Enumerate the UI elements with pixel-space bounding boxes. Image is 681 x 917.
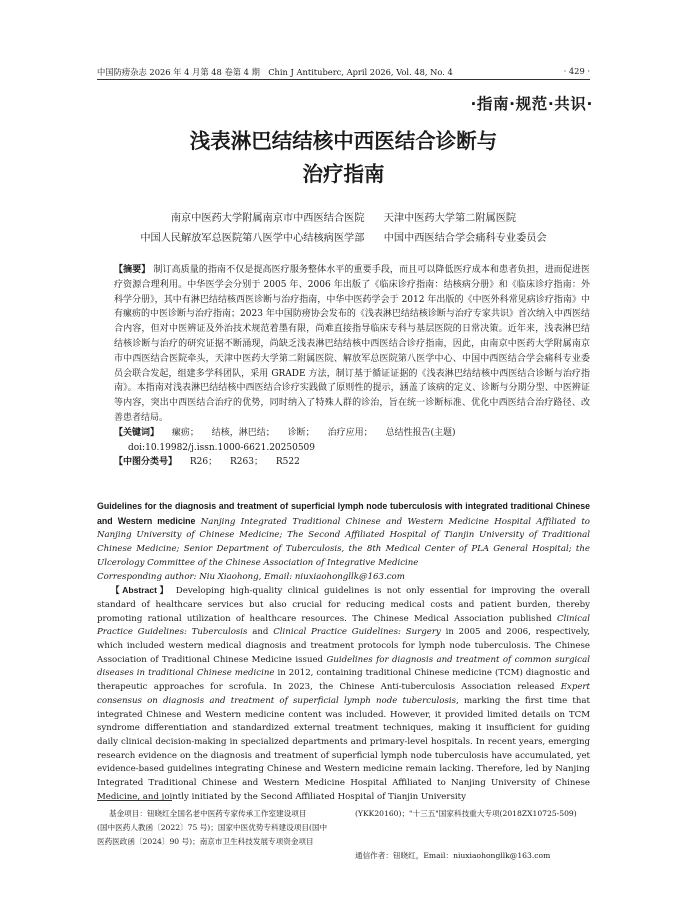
keyword: 总结性报告(主题) (385, 427, 456, 438)
abstract-text: in 2012, containing traditional Chinese medicine (TCM) diagnostic and therapeutic approaches for scrofula. In 2023, the Chinese Anti-tuberculosis Association released (97, 668, 590, 693)
footnote-funding (97, 807, 342, 849)
abstract-italic: Clinical Practice Guidelines: Surgery (273, 627, 441, 638)
clc-item: R26； (189, 457, 218, 468)
chinese-abstract (114, 263, 590, 426)
keyword: 诊断； (287, 427, 315, 438)
keywords-label: 【关键词】 (114, 427, 160, 438)
keyword: 结核，淋巴结； (211, 427, 275, 438)
keyword: 治疗应用； (327, 427, 373, 438)
section-tag: ·指南·规范·共识· (470, 95, 593, 113)
abstract-text: and (247, 627, 274, 638)
header-rule (97, 79, 590, 80)
abstract-text: , marking the first time that integrated Chinese and Western medicine content was included. However, it provided limited details on TCM syndrome differentiation and standardized external treatment techniques, making it insufficient for guiding daily clinical decision-making in specialized departments and primary-level hospitals. In recent years, emerging research evidence on the diagnosis and treatment of superficial lymph node tuberculosis have accumulated, yet evidence-based guidelines integrating Chinese and Western medicine remain lacking. Therefore, led by Nanjing Integrated Traditional Chinese and Western Medicine Hospital Affiliated to Nanjing University of Chinese Medicine, and jointly initiated by the Second Affiliated Hospital of Tianjin University (97, 695, 590, 802)
doi: doi:10.19982/j.issn.1000-6621.20250509 (128, 442, 316, 453)
footnote-line: 医药医政函〔2024〕90 号)；南京市卫生科技发展专项资金项目 (97, 837, 314, 846)
keywords (114, 426, 590, 441)
clc-item: R522 (275, 457, 300, 468)
abstract-italic: Clinical Practice Guidelines: Tuberculosis (97, 613, 590, 638)
clc-item: R263； (230, 457, 263, 468)
article-title-line1: 浅表淋巴结结核中西医结合诊断与 (189, 129, 498, 153)
affiliation: 中国中西医结合学会痛科专业委员会 (383, 233, 547, 244)
chinese-abstract-block (114, 263, 590, 470)
journal-citation: 中国防痨杂志 2026 年 4 月第 48 卷第 4 期 Chin J Antituberc, April 2026, Vol. 48, No. 4 (97, 67, 453, 77)
abstract-text: in 2005 and 2006, respectively, which included western medical diagnosis and treatment protocols for lymph node tuberculosis. The Chinese Association of Traditional Chinese Medicine issued (97, 627, 590, 665)
corresponding-contact: 通信作者：钮晓红，Email：niuxiaohongllk@163.com (355, 851, 551, 860)
article-title-line2: 治疗指南 (302, 162, 385, 186)
footnote-rule (97, 800, 172, 801)
page-number: · 429 · (563, 66, 590, 76)
footnote-funding-cont (355, 807, 595, 821)
abstract-text: 制订高质量的指南不仅是提高医疗服务整体水平的重要手段，而且可以降低医疗成本和患者负担，进而促进医疗资源合理利用。中华医学会分别于 2005 年、2006 年出版了《临床诊疗指南：结核病分册》和《临床诊疗指南：外科学分册》，其中有淋巴结结核西医诊断与治疗指南，中华中医药学会于 2012 年出版的《中医外科常见病诊疗指南》中有瘰疬的中医诊断与治疗指南；2023 年中国防痨协会发布的《浅表淋巴结结核诊断与治疗专家共识》首次纳入中西医结合内容，但对中医辨证及外治技术规范着墨有限，尚难直接指导临床专科与基层医院的日常决策。近年来，浅表淋巴结结核诊断与治疗的研究证据不断涌现，尚缺乏浅表淋巴结结核中西医结合诊疗指南，因此，由南京中医药大学附属南京市中西医结合医院牵头，天津中医药大学第二附属医院、解放军总医院第八医学中心、中国中西医结合学会痛科专业委员会联合发起，组建多学科团队，采用 GRADE 方法，制订基于循证证据的《浅表淋巴结结核中西医结合诊断与治疗指南》。本指南对浅表淋巴结结核中西医结合诊疗实践做了原则性的提示，涵盖了该病的定义、诊断与分期分型、中医辨证等内容，突出中西医结合治疗的优势，同时纳入了特殊人群的诊治，旨在统一诊断标准、优化中西医结合治疗路径、改善患者结局。 (114, 265, 590, 423)
affiliation-line-2 (97, 229, 590, 244)
footnote-line: 基金项目：钮晓红全国名老中医药专家传承工作室建设项目 (109, 809, 307, 818)
clc-number (114, 455, 590, 470)
abstract-italic: Expert consensus on diagnosis and treatment of superficial lymph node tuberculosis (97, 682, 590, 706)
affiliation: 天津中医药大学第二附属医院 (383, 213, 517, 224)
footnote-line: (国中医药人教函〔2022〕75 号)；国家中医优势专科建设项目(国中 (97, 823, 328, 832)
keyword: 瘰疬； (171, 427, 199, 438)
footnote-line: (YKK20160)；"十三五"国家科技重大专项(2018ZX10725-509) (355, 809, 577, 818)
english-abstract-label: 【Abstract】 (111, 585, 171, 596)
english-abstract (97, 584, 590, 804)
clc-label: 【中图分类号】 (114, 457, 178, 468)
affiliation: 南京中医药大学附属南京市中西医结合医院 (170, 213, 365, 224)
affiliation-line-1 (97, 209, 590, 224)
english-affiliations: Nanjing Integrated Traditional Chinese and Western Medicine Hospital Affiliated to Nanjing University of Chinese Medicine; The Second Affiliated Hospital of Tianjin University of Traditional Chinese Medicine; Senior Department of Tuberculosis, the 8th Medical Center of PLA General Hospital; the Ulcerology Committee of the Chinese Association of Integrative Medicine (97, 516, 590, 568)
abstract-label: 【摘要】 (114, 265, 151, 275)
affiliation: 中国人民解放军总医院第八医学中心结核病医学部 (140, 233, 365, 244)
running-header (97, 66, 590, 78)
abstract-italic: Guidelines for diagnosis and treatment of common surgical diseases in traditional Chinese medicine (97, 654, 590, 679)
english-block (97, 500, 590, 804)
english-title-affiliations (97, 500, 590, 571)
english-title: Guidelines for the diagnosis and treatment of superficial lymph node tuberculosis with integrated traditional Chinese and Western medicine (97, 501, 590, 526)
corresponding-author: Corresponding author: Niu Xiaohong, Email: niuxiaohongllk@163.com (97, 571, 405, 582)
abstract-text: Developing high-quality clinical guidelines is not only essential for improving the overall standard of healthcare services but also crucial for reducing medical costs and patient burden, thereby promoting rational utilization of healthcare resources. The Chinese Medical Association published (97, 586, 590, 624)
